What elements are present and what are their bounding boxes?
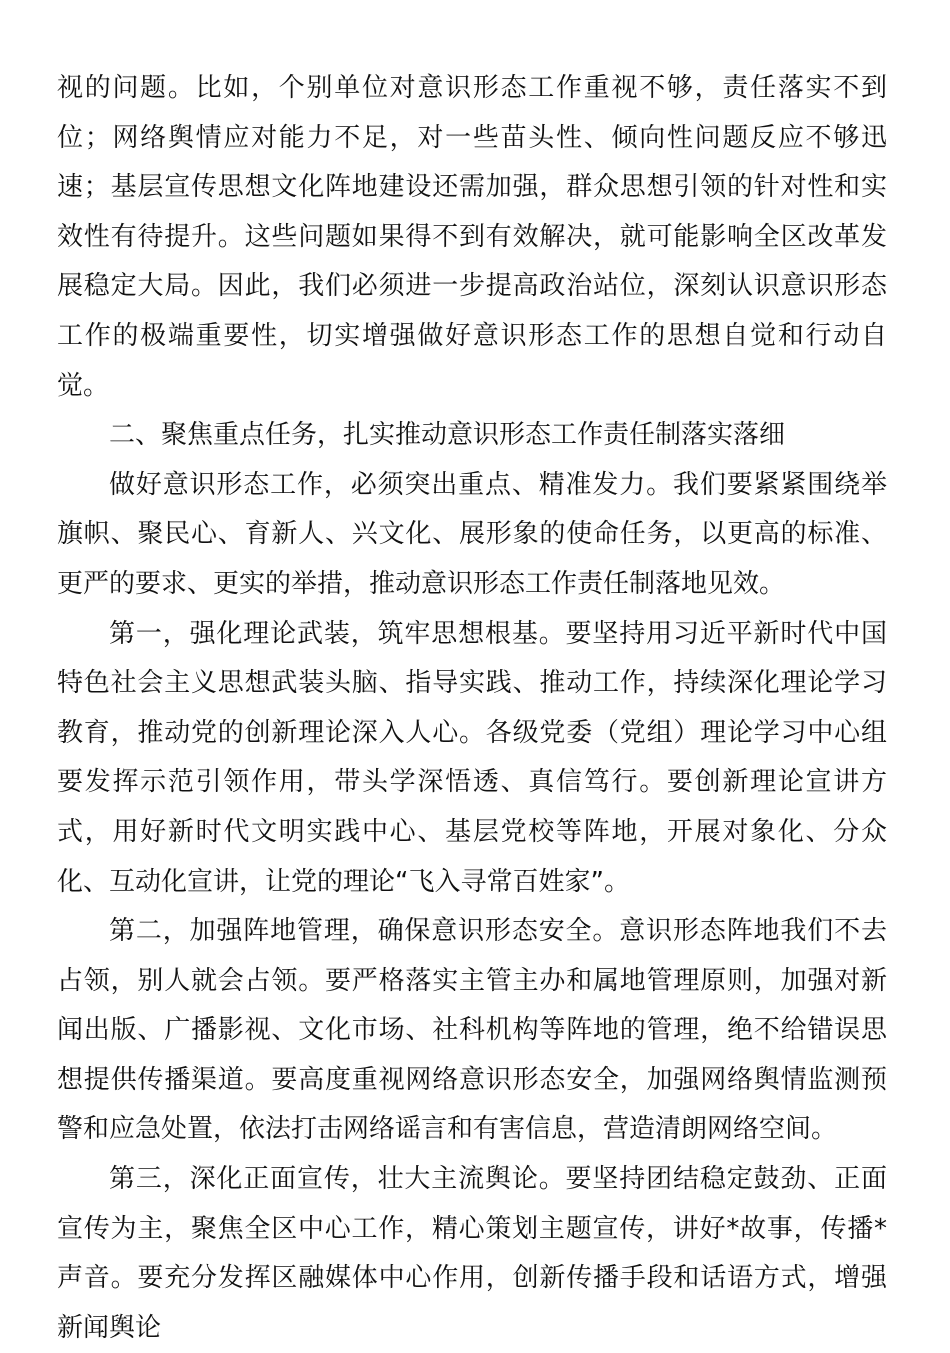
document-body <box>57 64 887 1353</box>
paragraph-first-point: 第一，强化理论武装，筑牢思想根基。要坚持用习近平新时代中国特色社会主义思想武装头脑、指导实践、推动工作，持续深化理论学习教育，推动党的创新理论深入人心。各级党委（党组）理论学习中心组要发挥示范引领作用，带头学深悟透、真信笃行。要创新理论宣讲方式，用好新时代文明实践中心、基层党校等阵地，开展对象化、分众化、互动化宣讲，让党的理论“飞入寻常百姓家”。 <box>57 618 887 897</box>
section-heading-two: 二、聚焦重点任务，扎实推动意识形态工作责任制落实落细 <box>109 420 786 451</box>
paragraph-problems-continued: 视的问题。比如，个别单位对意识形态工作重视不够，责任落实不到位；网络舆情应对能力不足，对一些苗头性、倾向性问题反应不够迅速；基层宣传思想文化阵地建设还需加强，群众思想引领的针对性和实效性有待提升。这些问题如果得不到有效解决，就可能影响全区改革发展稳定大局。因此，我们必须进一步提高政治站位，深刻认识意识形态工作的极端重要性，切实增强做好意识形态工作的思想自觉和行动自觉。 <box>57 73 887 401</box>
paragraph-second-point: 第二，加强阵地管理，确保意识形态安全。意识形态阵地我们不去占领，别人就会占领。要严格落实主管主办和属地管理原则，加强对新闻出版、广播影视、文化市场、社科机构等阵地的管理，绝不给错误思想提供传播渠道。要高度重视网络意识形态安全，加强网络舆情监测预警和应急处置，依法打击网络谣言和有害信息，营造清朗网络空间。 <box>57 916 887 1145</box>
paragraph-key-tasks: 做好意识形态工作，必须突出重点、精准发力。我们要紧紧围绕举旗帜、聚民心、育新人、兴文化、展形象的使命任务，以更高的标准、更严的要求、更实的举措，推动意识形态工作责任制落地见效。 <box>57 469 887 599</box>
paragraph-third-point: 第三，深化正面宣传，壮大主流舆论。要坚持团结稳定鼓劲、正面宣传为主，聚焦全区中心工作，精心策划主题宣传，讲好*故事，传播*声音。要充分发挥区融媒体中心作用，创新传播手段和话语方式，增强新闻舆论 <box>57 1164 887 1343</box>
